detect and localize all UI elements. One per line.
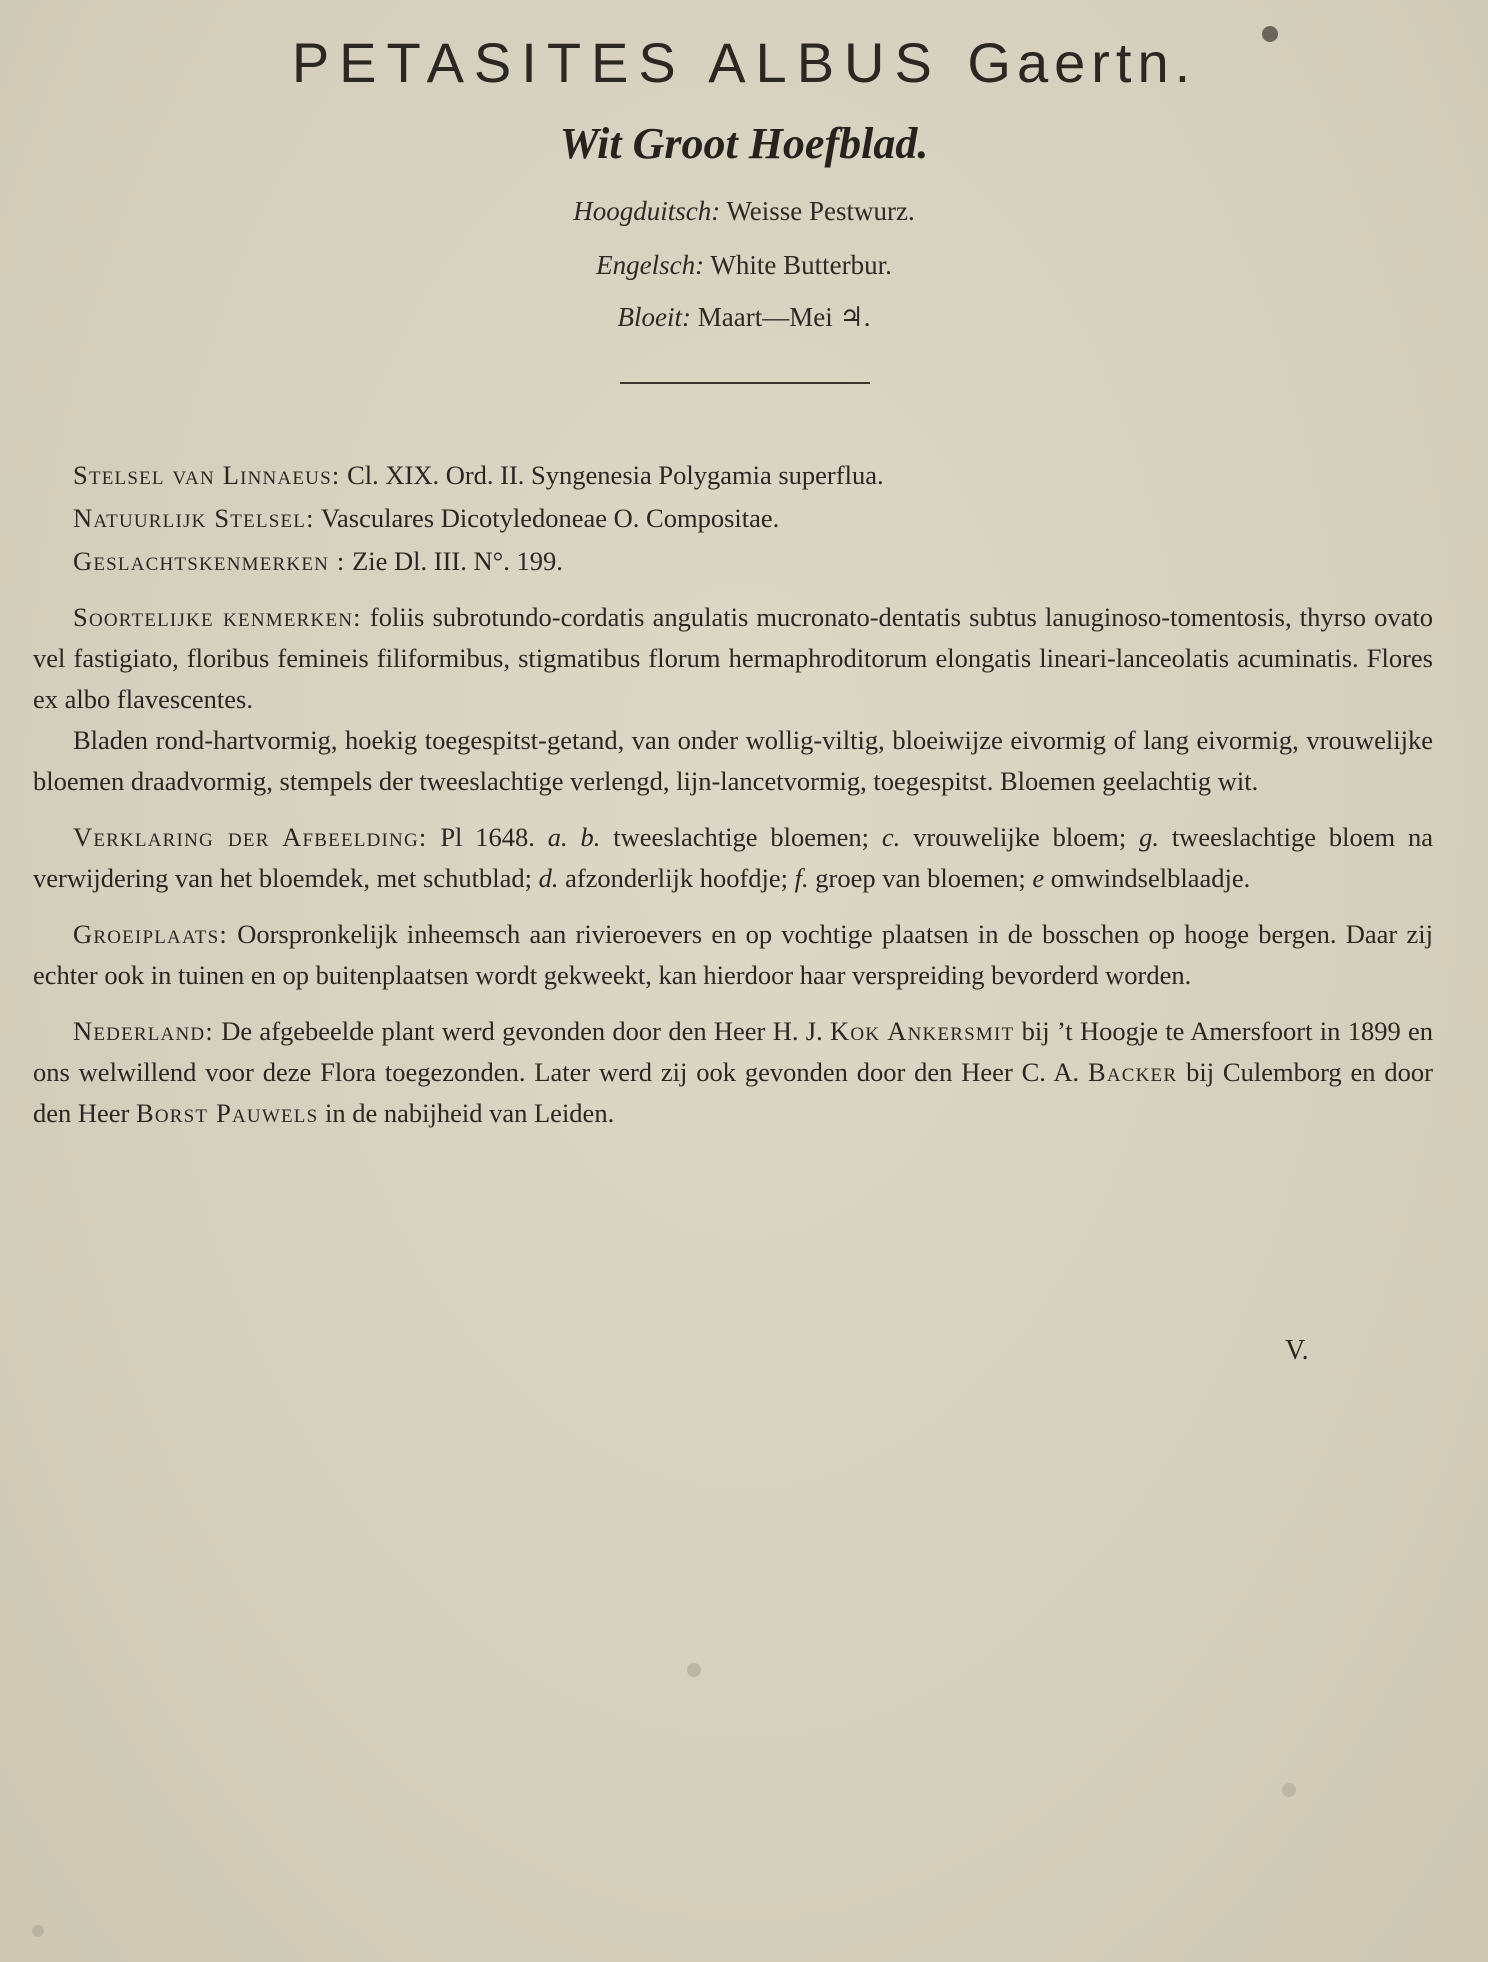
ink-speck — [32, 1925, 44, 1937]
figure-letter: f. — [794, 863, 809, 893]
name-value: Maart—Mei ♃. — [697, 302, 871, 332]
ink-speck — [1282, 1783, 1296, 1797]
section-text: foliis subrotundo-cordatis angulatis mucronato-dentatis subtus lanuginoso-tomentosis, thyrso ovato vel fastigiato, floribus femineis filiformibus, stigmatibus florum hermaphroditorum elongatis lineari-lanceolatis acuminatis. Flores ex albo flavescentes. — [33, 602, 1433, 714]
figure-letter: g. — [1139, 822, 1159, 852]
section-label: Verklaring der Afbeelding: — [73, 822, 428, 852]
section-label: Nederland: — [73, 1016, 214, 1046]
section-text: Oorspronkelijk inheemsch aan rivieroevers en op vochtige plaatsen in de bosschen op hooge bergen. Daar zij echter ook in tuinen en op buitenplaatsen wordt gekweekt, kan hierdoor haar verspreiding bevorderd worden. — [33, 919, 1434, 990]
name-english — [0, 250, 1488, 281]
name-label: Hoogduitsch: — [573, 196, 721, 226]
section-natuurlijk — [33, 498, 1433, 539]
section-text: Zie Dl. III. N°. 199. — [352, 546, 563, 576]
page-title — [0, 30, 1488, 95]
species-author: Gaertn. — [967, 31, 1197, 94]
figure-caption: groep van bloemen; — [815, 863, 1026, 893]
section-verklaring — [33, 817, 1433, 899]
section-label: Groeiplaats: — [73, 919, 228, 949]
author-signature: V. — [1285, 1335, 1309, 1366]
section-text: in de nabijheid van Leiden. — [325, 1098, 615, 1128]
person-name: Backer — [1087, 1057, 1178, 1087]
plate-number: Pl 1648. — [440, 822, 535, 852]
figure-letter: e — [1032, 863, 1045, 893]
figure-letter: d. — [538, 863, 559, 893]
section-label: Stelsel van Linnaeus: — [73, 460, 341, 490]
figure-letter: a. b. — [547, 822, 601, 852]
name-label: Bloeit: — [617, 302, 692, 332]
figure-caption: tweeslachtige bloem na verwijdering van het bloemdek, met schutblad; — [33, 822, 1434, 893]
species-name: PETASITES ALBUS — [291, 31, 942, 94]
figure-caption: afzonderlijk hoofdje; — [565, 863, 789, 893]
divider — [620, 382, 870, 384]
section-linnaeus — [33, 455, 1433, 496]
figure-caption: tweeslachtige bloemen; — [613, 822, 869, 852]
section-label: Soortelijke kenmerken: — [73, 602, 362, 632]
person-name: Borst Pauwels — [136, 1098, 319, 1128]
common-name: Wit Groot Hoefblad. — [559, 119, 929, 168]
section-text: Bladen rond-hartvormig, hoekig toegespitst-getand, van onder wollig-viltig, bloeiwijze eivormig of lang eivormig, vrouwelijke bloemen draadvormig, stempels der tweeslachtige verlengd, lijn-lancetvormig, toegespitst. Bloemen geelachtig wit. — [33, 725, 1433, 796]
section-soortelijk — [33, 597, 1433, 720]
section-text: Vasculares Dicotyledoneae O. Compositae. — [320, 503, 780, 533]
body-text — [33, 455, 1433, 1149]
section-text: Cl. XIX. Ord. II. Syngenesia Polygamia superflua. — [347, 460, 884, 490]
section-label: Geslachtskenmerken : — [73, 546, 346, 576]
name-value: Weisse Pestwurz. — [726, 196, 915, 226]
section-text: bij Culemborg en door den Heer — [33, 1057, 1433, 1128]
section-nederland — [33, 1011, 1433, 1134]
section-text: De afgebeelde plant werd gevonden door den Heer H. J. — [221, 1016, 823, 1046]
person-name: Kok Ankersmit — [830, 1016, 1015, 1046]
ink-speck — [687, 1663, 701, 1677]
flowering-period — [0, 302, 1488, 333]
name-value: White Butterbur. — [710, 250, 892, 280]
figure-caption: omwindselblaadje. — [1050, 863, 1251, 893]
figure-letter: c. — [881, 822, 901, 852]
section-geslacht — [33, 541, 1433, 582]
figure-caption: vrouwelijke bloem; — [913, 822, 1127, 852]
section-groeiplaats — [33, 914, 1433, 996]
section-bladen — [33, 720, 1433, 802]
section-text: bij ’t Hoogje te Amersfoort in 1899 en ons welwillend voor deze Flora toegezonden. Later werd zij ook gevonden door den Heer C. A. — [33, 1016, 1434, 1087]
name-german — [0, 196, 1488, 227]
section-label: Natuurlijk Stelsel: — [73, 503, 315, 533]
name-label: Engelsch: — [596, 250, 705, 280]
